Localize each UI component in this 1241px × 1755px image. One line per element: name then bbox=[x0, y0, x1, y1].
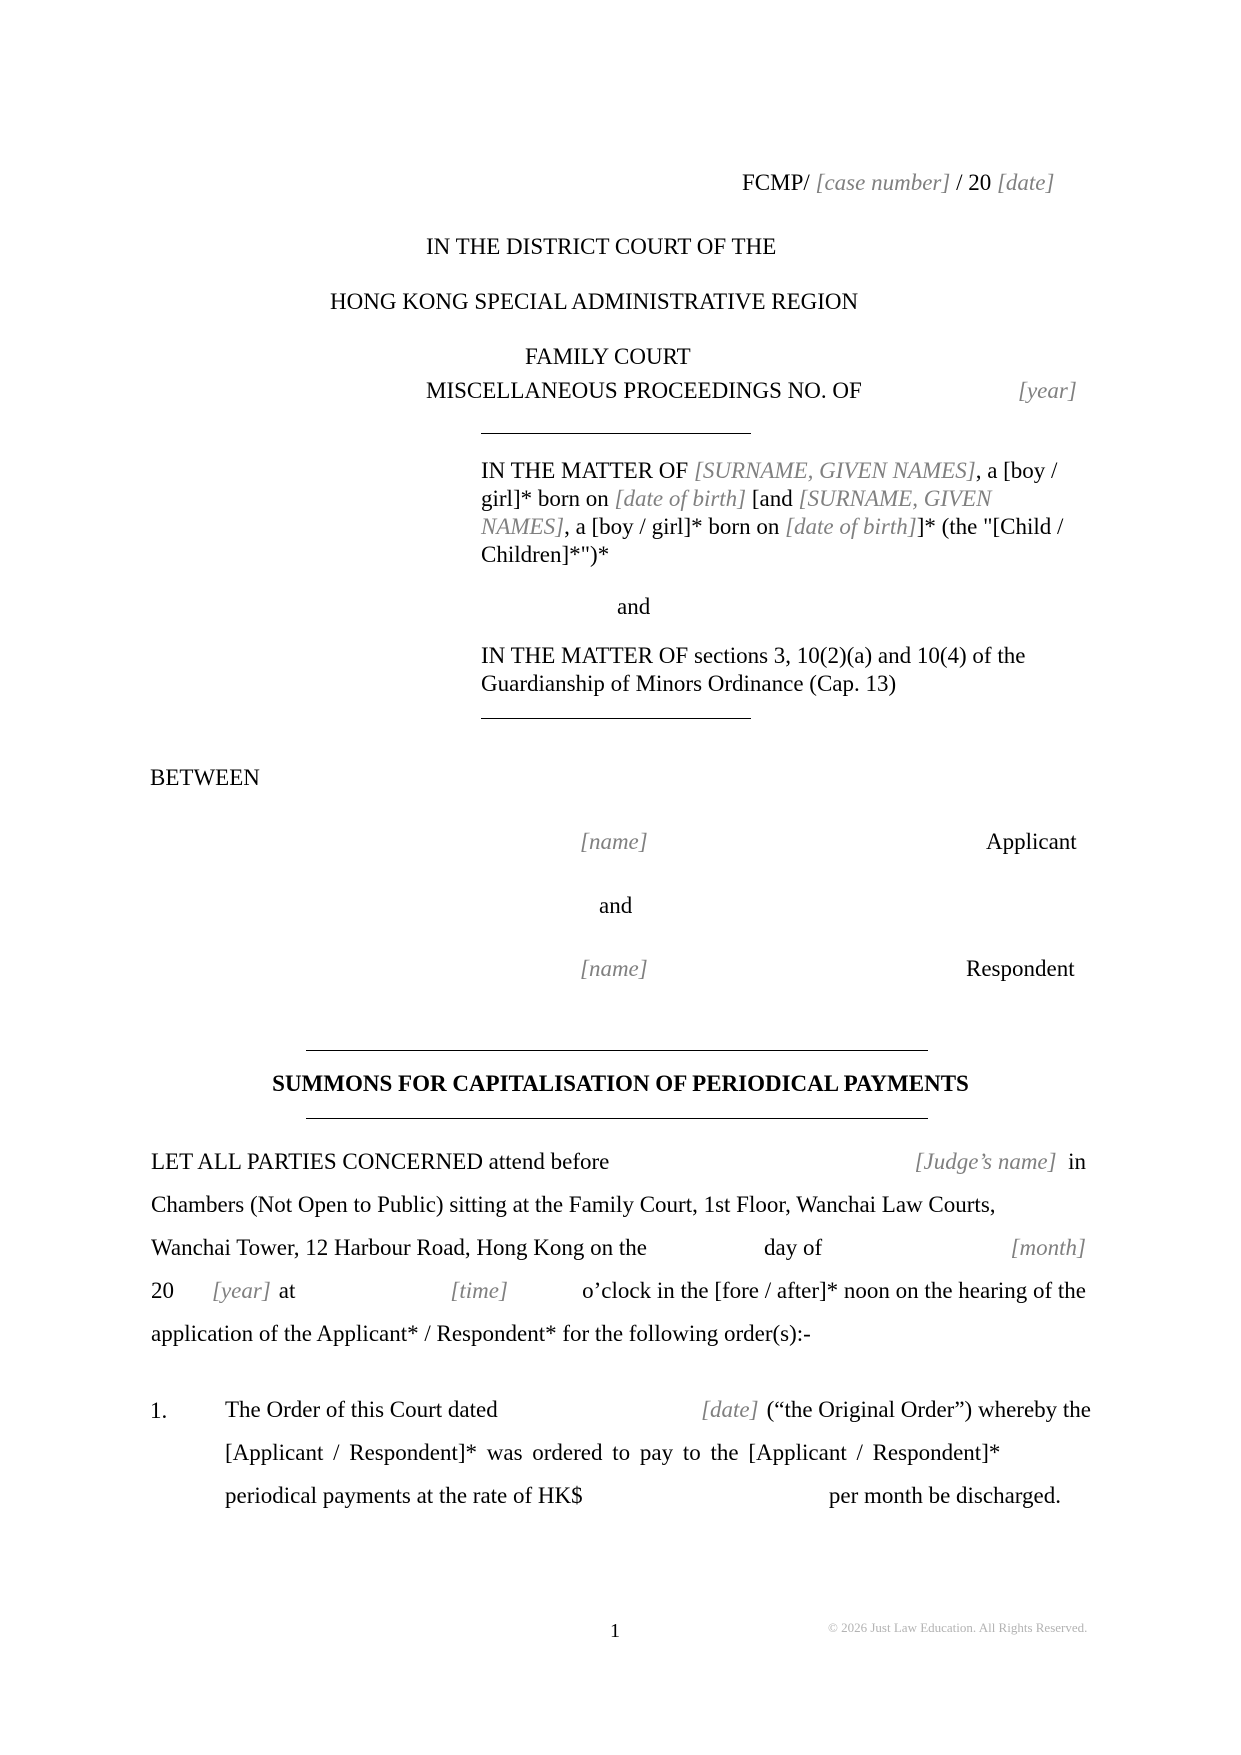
intro-line-4 bbox=[151, 1269, 1086, 1312]
order-paragraph bbox=[225, 1388, 1091, 1517]
matter-text: ]* (the "[Child / Children]*")* bbox=[481, 514, 1064, 567]
month-placeholder: [month] bbox=[1010, 1235, 1086, 1260]
intro-text: o’clock in the [fore / after]* noon on the hearing of the bbox=[582, 1278, 1086, 1303]
matter-text: [and bbox=[746, 486, 799, 511]
parties-and-label: and bbox=[599, 893, 633, 918]
document-title: SUMMONS FOR CAPITALISATION OF PERIODICAL PAYMENTS bbox=[272, 1071, 969, 1096]
matter-text: IN THE MATTER OF bbox=[481, 458, 694, 483]
intro-text: day of bbox=[763, 1235, 823, 1260]
dob-placeholder: [date of birth] bbox=[785, 514, 917, 539]
court-line-3: FAMILY COURT bbox=[525, 344, 691, 369]
applicant-role: Applicant bbox=[986, 829, 1077, 854]
intro-text: Chambers (Not Open to Public) sitting at the Family Court, 1st Floor, Wanchai Law Courts, bbox=[151, 1192, 996, 1217]
dob-placeholder: [date of birth] bbox=[614, 486, 747, 511]
intro-line-1 bbox=[151, 1140, 1086, 1183]
order-number: 1. bbox=[150, 1398, 168, 1423]
court-line-4: MISCELLANEOUS PROCEEDINGS NO. OF bbox=[426, 378, 862, 403]
between-label: BETWEEN bbox=[150, 765, 260, 790]
order-text: The Order of this Court dated bbox=[225, 1397, 498, 1422]
case-number-placeholder: [case number] bbox=[815, 170, 951, 195]
matter-top-rule bbox=[481, 433, 751, 434]
respondent-name-placeholder: [name] bbox=[580, 956, 648, 981]
intro-line-3 bbox=[151, 1226, 1086, 1269]
respondent-role: Respondent bbox=[966, 956, 1075, 981]
order-line-2 bbox=[225, 1431, 1091, 1474]
case-number-line bbox=[742, 170, 1054, 196]
intro-text: application of the Applicant* / Respondent* for the following order(s):- bbox=[151, 1321, 811, 1346]
judge-name-placeholder: [Judge’s name] bbox=[914, 1149, 1057, 1174]
court-line-2: HONG KONG SPECIAL ADMINISTRATIVE REGION bbox=[330, 289, 859, 314]
intro-text: LET ALL PARTIES CONCERNED attend before bbox=[151, 1149, 610, 1174]
case-prefix: FCMP/ bbox=[742, 170, 810, 195]
matter-bottom-rule bbox=[481, 718, 751, 719]
matter-text: , a [boy / girl]* born on bbox=[481, 458, 1058, 511]
date-placeholder: [date] bbox=[996, 170, 1055, 195]
copyright-notice: © 2026 Just Law Education. All Rights Reserved. bbox=[828, 1620, 1088, 1635]
page-number: 1 bbox=[610, 1620, 620, 1642]
intro-text: in bbox=[1068, 1149, 1086, 1174]
title-top-rule bbox=[306, 1050, 928, 1051]
intro-line-5 bbox=[151, 1312, 1086, 1355]
child-name-placeholder: [SURNAME, GIVEN NAMES] bbox=[693, 458, 976, 483]
intro-text: at bbox=[278, 1278, 296, 1303]
intro-text: Wanchai Tower, 12 Harbour Road, Hong Kong on the bbox=[151, 1235, 647, 1260]
order-text: per month be discharged. bbox=[828, 1483, 1061, 1508]
child-name-placeholder: [SURNAME, GIVEN NAMES] bbox=[481, 486, 992, 539]
matter-ordinance-paragraph: IN THE MATTER OF sections 3, 10(2)(a) and 10(4) of the Guardianship of Minors Ordinance (Cap. 13) bbox=[481, 643, 1026, 696]
order-date-placeholder: [date] bbox=[701, 1397, 759, 1422]
order-line-1 bbox=[225, 1388, 1091, 1431]
order-text: (“the Original Order”) whereby the bbox=[766, 1397, 1091, 1422]
order-text: periodical payments at the rate of HK$ bbox=[225, 1483, 583, 1508]
order-line-3 bbox=[225, 1474, 1091, 1517]
matter-child-paragraph bbox=[481, 457, 1071, 569]
matter-and-label: and bbox=[617, 594, 651, 619]
applicant-name-placeholder: [name] bbox=[580, 829, 648, 854]
judge-group bbox=[915, 1140, 1086, 1183]
title-bottom-rule bbox=[306, 1118, 928, 1119]
summons-intro-paragraph bbox=[151, 1140, 1086, 1355]
time-placeholder: [time] bbox=[450, 1278, 508, 1303]
year-separator: / 20 bbox=[956, 170, 992, 195]
proceedings-year-placeholder: [year] bbox=[1018, 378, 1077, 403]
intro-line-2 bbox=[151, 1183, 1086, 1226]
intro-text: 20 bbox=[151, 1278, 174, 1303]
matter-text: , a [boy / girl]* born on bbox=[564, 514, 786, 539]
court-line-1: IN THE DISTRICT COURT OF THE bbox=[426, 234, 777, 259]
year-placeholder: [year] bbox=[212, 1278, 271, 1303]
order-text: [Applicant / Respondent]* was ordered to pay to the [Applicant / Respondent]* bbox=[225, 1440, 1001, 1465]
